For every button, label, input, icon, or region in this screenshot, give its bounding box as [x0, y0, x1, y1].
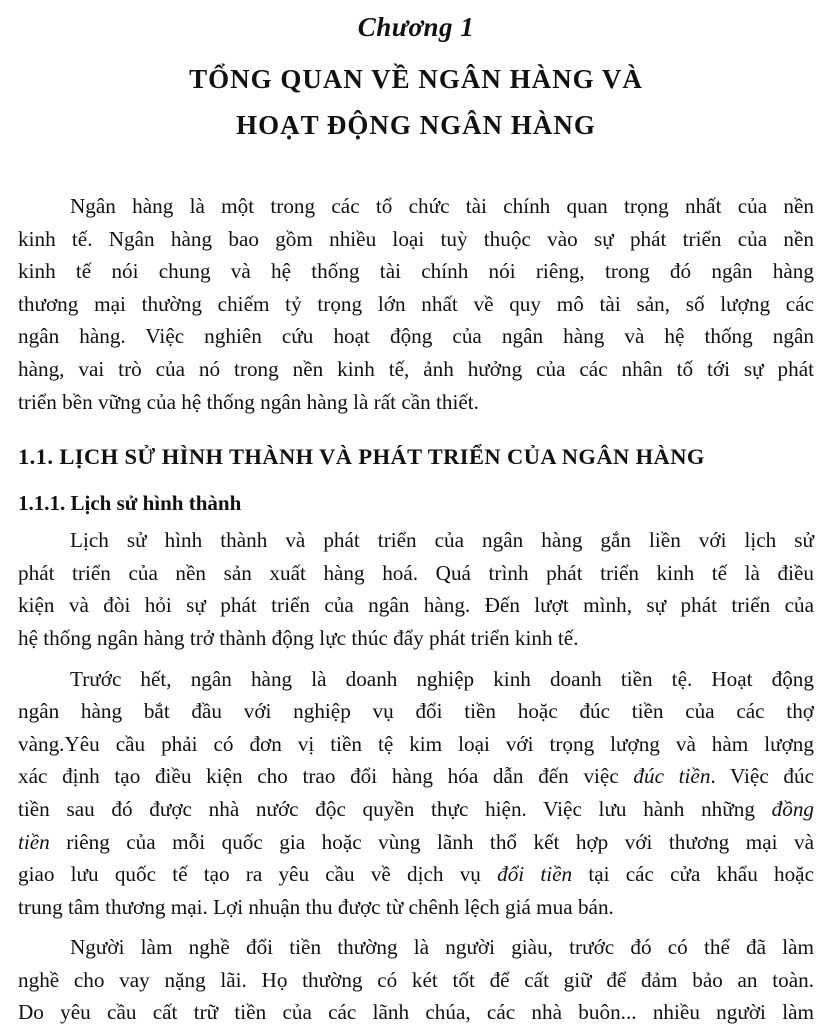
- text-fragment: . Việc đúc: [710, 764, 814, 789]
- paragraph-money-changers: [18, 931, 814, 1029]
- chapter-title-line-2: HOẠT ĐỘNG NGÂN HÀNG: [236, 110, 596, 140]
- emphasis-term: đồng: [771, 796, 814, 821]
- text-line: Do yêu cầu cất trữ tiền của các lãnh chúa, các nhà buôn... nhiều người làm: [18, 1000, 814, 1025]
- text-line: [18, 858, 814, 891]
- emphasis-term: đúc tiền: [633, 764, 711, 789]
- text-line: trung tâm thương mại. Lợi nhuận thu được từ chênh lệch giá mua bán.: [18, 894, 614, 919]
- text-fragment: tiền sau đó được nhà nước độc quyền thực hiện. Việc lưu hành những: [18, 796, 772, 821]
- text-line: vàng.Yêu cầu phải có đơn vị tiền tệ kim loại với trọng lượng và hàm lượng: [18, 731, 814, 756]
- text-line: triển bền vững của hệ thống ngân hàng là rất cần thiết.: [18, 389, 479, 414]
- text-line: kinh tế. Ngân hàng bao gồm nhiều loại tuỳ thuộc vào sự phát triển của nền: [18, 226, 814, 251]
- intro-paragraph: [18, 190, 814, 418]
- text-line: thương mại thường chiếm tỷ trọng lớn nhất về quy mô tài sản, số lượng các: [18, 291, 814, 316]
- text-line: [18, 793, 814, 826]
- text-line: Trước hết, ngân hàng là doanh nghiệp kinh doanh tiền tệ. Hoạt động: [70, 666, 814, 691]
- text-line: nghề cho vay nặng lãi. Họ thường có két tốt để cất giữ để đảm bảo an toàn.: [18, 967, 814, 992]
- chapter-title-line-1: TỔNG QUAN VỀ NGÂN HÀNG VÀ: [189, 64, 643, 94]
- paragraph-history: [18, 524, 814, 654]
- emphasis-term: đổi tiền: [497, 862, 573, 887]
- subsection-heading: 1.1.1. Lịch sử hình thành: [18, 491, 242, 516]
- text-fragment: giao lưu quốc tế tạo ra yêu cầu về dịch vụ: [18, 862, 498, 887]
- text-line: phát triển của nền sản xuất hàng hoá. Quá trình phát triển kinh tế là điều: [18, 560, 814, 585]
- text-line: Người làm nghề đổi tiền thường là người giàu, trước đó có thể đã làm: [70, 935, 814, 960]
- section-heading: 1.1. LỊCH SỬ HÌNH THÀNH VÀ PHÁT TRIỂN CỦA NGÂN HÀNG: [18, 444, 705, 470]
- text-line: [18, 760, 814, 793]
- emphasis-term: tiền: [18, 829, 50, 854]
- text-line: hàng, vai trò của nó trong nền kinh tế, ảnh hưởng của các nhân tố tới sự phát: [18, 356, 814, 381]
- text-line: hệ thống ngân hàng trở thành động lực thúc đẩy phát triển kinh tế.: [18, 625, 579, 650]
- text-line: [18, 826, 814, 859]
- chapter-title: [18, 56, 814, 148]
- text-line: kiện và đòi hỏi sự phát triển của ngân hàng. Đến lượt mình, sự phát triển của: [18, 593, 814, 618]
- paragraph-money-exchange: [18, 663, 814, 924]
- book-page: [18, 8, 814, 1029]
- text-fragment: riêng của mỗi quốc gia hoặc vùng lãnh thổ kết hợp với thương mại và: [49, 829, 814, 854]
- text-line: ngân hàng. Việc nghiên cứu hoạt động của ngân hàng và hệ thống ngân: [18, 324, 814, 349]
- text-line: Lịch sử hình thành và phát triển của ngân hàng gắn liền với lịch sử: [70, 528, 814, 553]
- text-fragment: tại các cửa khẩu hoặc: [572, 862, 814, 887]
- text-line: kinh tế nói chung và hệ thống tài chính nói riêng, trong đó ngân hàng: [18, 259, 814, 284]
- text-line: Ngân hàng là một trong các tổ chức tài chính quan trọng nhất của nền: [70, 194, 814, 218]
- chapter-label: Chương 1: [357, 12, 475, 42]
- text-line: ngân hàng bắt đầu với nghiệp vụ đổi tiền hoặc đúc tiền của các thợ: [18, 699, 814, 724]
- text-fragment: xác định tạo điều kiện cho trao đổi hàng hóa dẫn đến việc: [18, 764, 634, 789]
